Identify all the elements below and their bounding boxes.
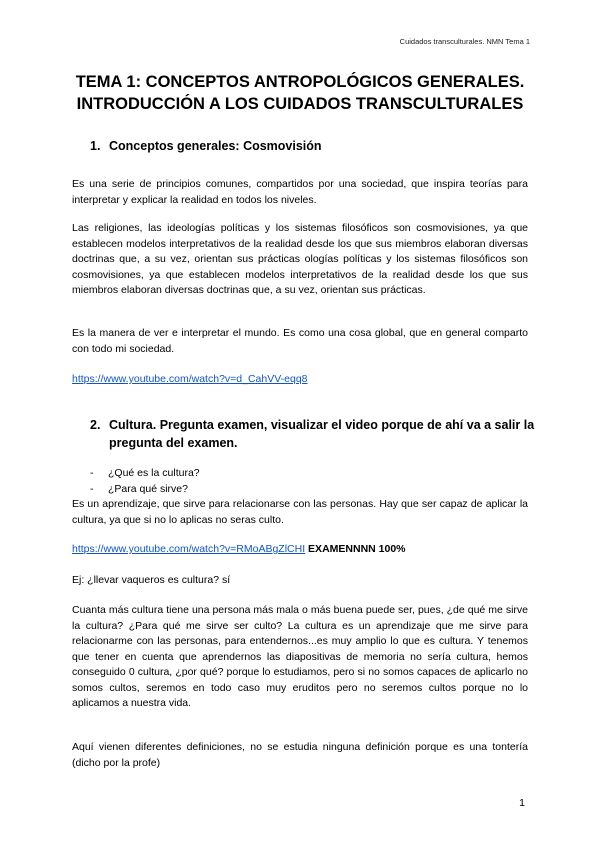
section-2-number: 2.: [90, 418, 101, 432]
list-item-text: ¿Para qué sirve?: [108, 482, 188, 495]
section-1-number: 1.: [90, 139, 101, 153]
youtube-link-cosmovision[interactable]: https://www.youtube.com/watch?v=d_CahVV-eqq8: [72, 373, 308, 385]
section-1-heading-text: Conceptos generales: Cosmovisión: [109, 139, 322, 153]
section-1-paragraph-1: Es una serie de principios comunes, compartidos por una sociedad, que inspira teorías para interpretar y explicar la realidad en todos los niveles.: [72, 178, 528, 206]
list-item-text: ¿Qué es la cultura?: [108, 467, 200, 479]
list-item: - ¿Qué es la cultura?: [90, 467, 200, 479]
section-2-heading-line-1: Cultura. Pregunta examen, visualizar el video porque de ahí va a salir la: [109, 418, 535, 432]
page-number: 1: [519, 797, 525, 809]
list-item: - ¿Para qué sirve?: [90, 482, 188, 495]
section-2-paragraph-3: Aquí vienen diferentes definiciones, no se estudia ninguna definición porque es una tontería (dicho por la profe): [72, 741, 528, 769]
document-title: [60, 71, 540, 115]
section-1-heading: [90, 137, 322, 155]
section-2-paragraph-2: Cuanta más cultura tiene una persona más mala o más buena puede ser, pues, ¿de qué me sirve la cultura? ¿Para qué me sirve ser culto? La cultura es un aprendizaje que me sirve para relacionarme con las personas, para entendernos...es muy amplio lo que es cultura. Y tenemos que tener en cuenta que aprendernos las diapositivas de memoria no sería cultura, hemos conseguido 0 cultura, ¿por qué? porque lo estudiamos, pero si no somos capaces de aplicarlo no somos cultos, seremos en todo caso muy eruditos pero no seremos cultos porque no lo aplicamos a nuestra vida.: [72, 604, 528, 709]
section-2-paragraph-1: Es un aprendizaje, que sirve para relacionarse con las personas. Hay que ser capaz de aplicar la cultura, ya que si no lo aplicas no seras culto.: [72, 498, 528, 526]
title-line-1: TEMA 1: CONCEPTOS ANTROPOLÓGICOS GENERALES.: [75, 73, 525, 91]
section-1-paragraph-2: Las religiones, las ideologías políticas y los sistemas filosóficos son cosmovisiones, ya que establecen modelos interpretativos de la realidad desde los que sus miembros elaboran diversas doctrinas que, a su vez, orientan sus prácticas ologías políticas y los sistemas filosóficos son cosmovisiones, ya que establecen modelos interpretativos de la realidad desde los que sus miembros elaboran diversas doctrinas que, a su vez, orientan sus prácticas.: [72, 222, 528, 296]
running-header: Cuidados transculturales. NMN Tema 1: [399, 37, 530, 46]
section-2-link-line: [72, 542, 528, 558]
section-2-example: Ej: ¿llevar vaqueros es cultura? sí: [72, 574, 231, 586]
youtube-link-cultura[interactable]: https://www.youtube.com/watch?v=RMoABgZlCHI: [72, 543, 306, 555]
section-2-heading-line-2: pregunta del examen.: [109, 436, 238, 450]
section-1-link-line: [72, 372, 528, 388]
section-2-heading: [90, 416, 540, 452]
exam-note: EXAMENNNN 100%: [305, 543, 406, 555]
title-line-2: INTRODUCCIÓN A LOS CUIDADOS TRANSCULTURALES: [76, 95, 524, 113]
section-1-paragraph-3: Es la manera de ver e interpretar el mundo. Es como una cosa global, que en general comparto con todo mi sociedad.: [72, 327, 528, 355]
question-list: [90, 466, 200, 497]
